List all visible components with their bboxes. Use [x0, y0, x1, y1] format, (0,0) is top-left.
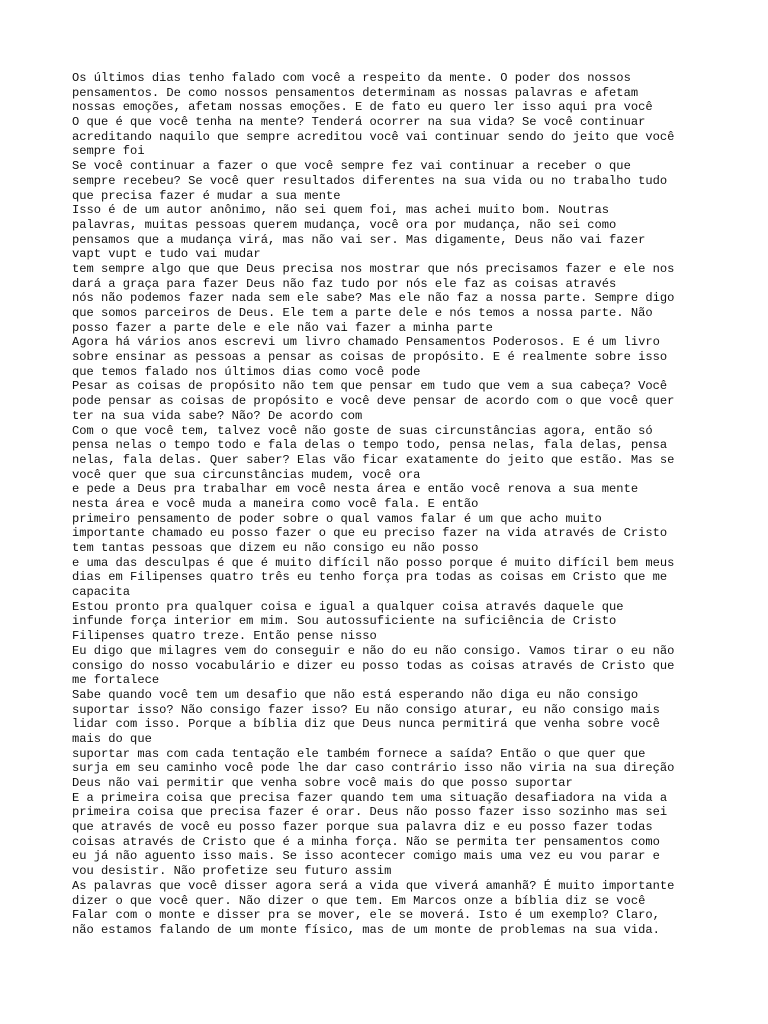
text-line: primeira coisa que precisa fazer é orar. Deus não posso fazer isso sozinho mas sei	[72, 805, 668, 820]
text-line: surja em seu caminho você pode lhe dar caso contrário isso não viria na sua direção	[72, 761, 675, 776]
text-line: As palavras que você disser agora será a vida que viverá amanhã? É muito importante	[72, 878, 675, 893]
text-line: lidar com isso. Porque a bíblia diz que Deus nunca permitirá que venha sobre você	[72, 717, 660, 732]
text-line: e uma das desculpas é que é muito difícil não posso porque é muito difícil bem meus	[72, 555, 675, 570]
text-line: coisas através de Cristo que é a minha força. Não se permita ter pensamentos como	[72, 834, 660, 849]
text-line: Com o que você tem, talvez você não goste de suas circunstâncias agora, então só	[72, 423, 653, 438]
text-line: importante chamado eu posso fazer o que eu preciso fazer na vida através de Cristo	[72, 526, 668, 541]
text-line: Se você continuar a fazer o que você sempre fez vai continuar a receber o que	[72, 159, 631, 174]
text-line: Filipenses quatro treze. Então pense nisso	[72, 629, 377, 644]
text-line: sempre foi	[72, 144, 145, 159]
text-line: nelas, fala delas. Quer saber? Elas vão ficar exatamente do jeito que estão. Mas se	[72, 452, 675, 467]
text-line: pode pensar as coisas de propósito e você deve pensar de acordo com o que você quer	[72, 394, 675, 409]
text-line: Pesar as coisas de propósito não tem que pensar em tudo que vem a sua cabeça? Você	[72, 379, 668, 394]
text-line: e pede a Deus pra trabalhar em você nesta área e então você renova a sua mente	[72, 482, 639, 497]
text-line: Os últimos dias tenho falado com você a respeito da mente. O poder dos nossos	[72, 71, 631, 85]
text-line: que somos parceiros de Deus. Ele tem a parte dele e nós temos a nossa parte. Não	[72, 306, 653, 320]
text-line: E a primeira coisa que precisa fazer quando tem uma situação desafiadora na vida a	[72, 790, 668, 805]
text-line: dias em Filipenses quatro três eu tenho força pra todas as coisas em Cristo que me	[72, 570, 668, 585]
text-line: dizer o que você quer. Não dizer o que tem. Em Marcos onze a bíblia diz se você	[72, 893, 646, 908]
text-line: pensamentos. De como nossos pensamentos determinam as nossas palavras e afetam	[72, 85, 639, 100]
text-line: pensa nelas o tempo todo e fala delas o tempo todo, pensa nelas, fala delas, pensa	[72, 438, 668, 453]
text-line: sobre ensinar as pessoas a pensar as coisas de propósito. E é realmente sobre isso	[72, 350, 668, 365]
text-line: dará a graça para fazer Deus não faz tudo por nós ele faz as coisas através	[72, 276, 617, 291]
text-line: suportar mas com cada tentação ele também fornece a saída? Então o que quer que	[72, 746, 646, 761]
text-line: me fortalece	[72, 673, 160, 688]
text-line: que precisa fazer é mudar a sua mente	[72, 188, 341, 203]
document-page	[72, 71, 702, 938]
text-line: você quer que sua circunstâncias mudem, você ora	[72, 467, 421, 482]
text-line: nesta área e você muda a maneira como você fala. E então	[72, 496, 479, 511]
text-line: nossas emoções, afetam nossas emoções. E de fato eu quero ler isso aqui pra você	[72, 100, 653, 115]
text-line: posso fazer a parte dele e ele não vai fazer a minha parte	[72, 320, 493, 335]
text-line: consigo do nosso vocabulário e dizer eu posso todas as coisas através de Cristo que	[72, 658, 675, 673]
text-line: que através de você eu posso fazer porque sua palavra diz e eu posso fazer todas	[72, 820, 653, 835]
text-line: O que é que você tenha na mente? Tenderá ocorrer na sua vida? Se você continuar	[72, 115, 646, 130]
text-line: mais do que	[72, 731, 152, 746]
text-line: Estou pronto pra qualquer coisa e igual a qualquer coisa através daquele que	[72, 599, 624, 614]
text-line: primeiro pensamento de poder sobre o qual vamos falar é um que acho muito	[72, 511, 602, 526]
text-line: ter na sua vida sabe? Não? De acordo com	[72, 408, 363, 423]
text-line: nós não podemos fazer nada sem ele sabe? Mas ele não faz a nossa parte. Sempre digo	[72, 291, 675, 306]
text-line: pensamos que a mudança virá, mas não vai ser. Mas digamente, Deus não vai fazer	[72, 232, 646, 247]
text-line: capacita	[72, 585, 131, 600]
text-line: que temos falado nos últimos dias como você pode	[72, 364, 421, 379]
text-line: eu já não aguento isso mais. Se isso acontecer comigo mais uma vez eu vou parar e	[72, 849, 660, 864]
text-line: Eu digo que milagres vem do conseguir e não do eu não consigo. Vamos tirar o eu não	[72, 643, 675, 658]
text-line: sempre recebeu? Se você quer resultados diferentes na sua vida ou no trabalho tudo	[72, 173, 668, 188]
text-line: suportar isso? Não consigo fazer isso? Eu não consigo aturar, eu não consigo mais	[72, 702, 660, 717]
text-line: tem tantas pessoas que dizem eu não consigo eu não posso	[72, 541, 479, 555]
text-line: Sabe quando você tem um desafio que não está esperando não diga eu não consigo	[72, 687, 639, 702]
text-line: Falar com o monte e disser pra se mover, ele se moverá. Isto é um exemplo? Claro,	[72, 908, 660, 923]
text-line: não estamos falando de um monte físico, mas de um monte de problemas na sua vida.	[72, 922, 660, 937]
text-line: infunde força interior em mim. Sou autossuficiente na suficiência de Cristo	[72, 614, 617, 629]
text-line: vapt vupt e tudo vai mudar	[72, 247, 261, 262]
text-line: acreditando naquilo que sempre acreditou você vai continuar sendo do jeito que você	[72, 129, 675, 144]
text-line: palavras, muitas pessoas querem mudança, você ora por mudança, não sei como	[72, 217, 617, 232]
text-line: tem sempre algo que que Deus precisa nos mostrar que nós precisamos fazer e ele nos	[72, 261, 675, 276]
text-line: vou desistir. Não profetize seu futuro assim	[72, 864, 392, 879]
text-line: Agora há vários anos escrevi um livro chamado Pensamentos Poderosos. E é um livro	[72, 335, 660, 350]
text-line: Deus não vai permitir que venha sobre você mais do que posso suportar	[72, 776, 573, 790]
text-line: Isso é de um autor anônimo, não sei quem foi, mas achei muito bom. Noutras	[72, 203, 610, 218]
